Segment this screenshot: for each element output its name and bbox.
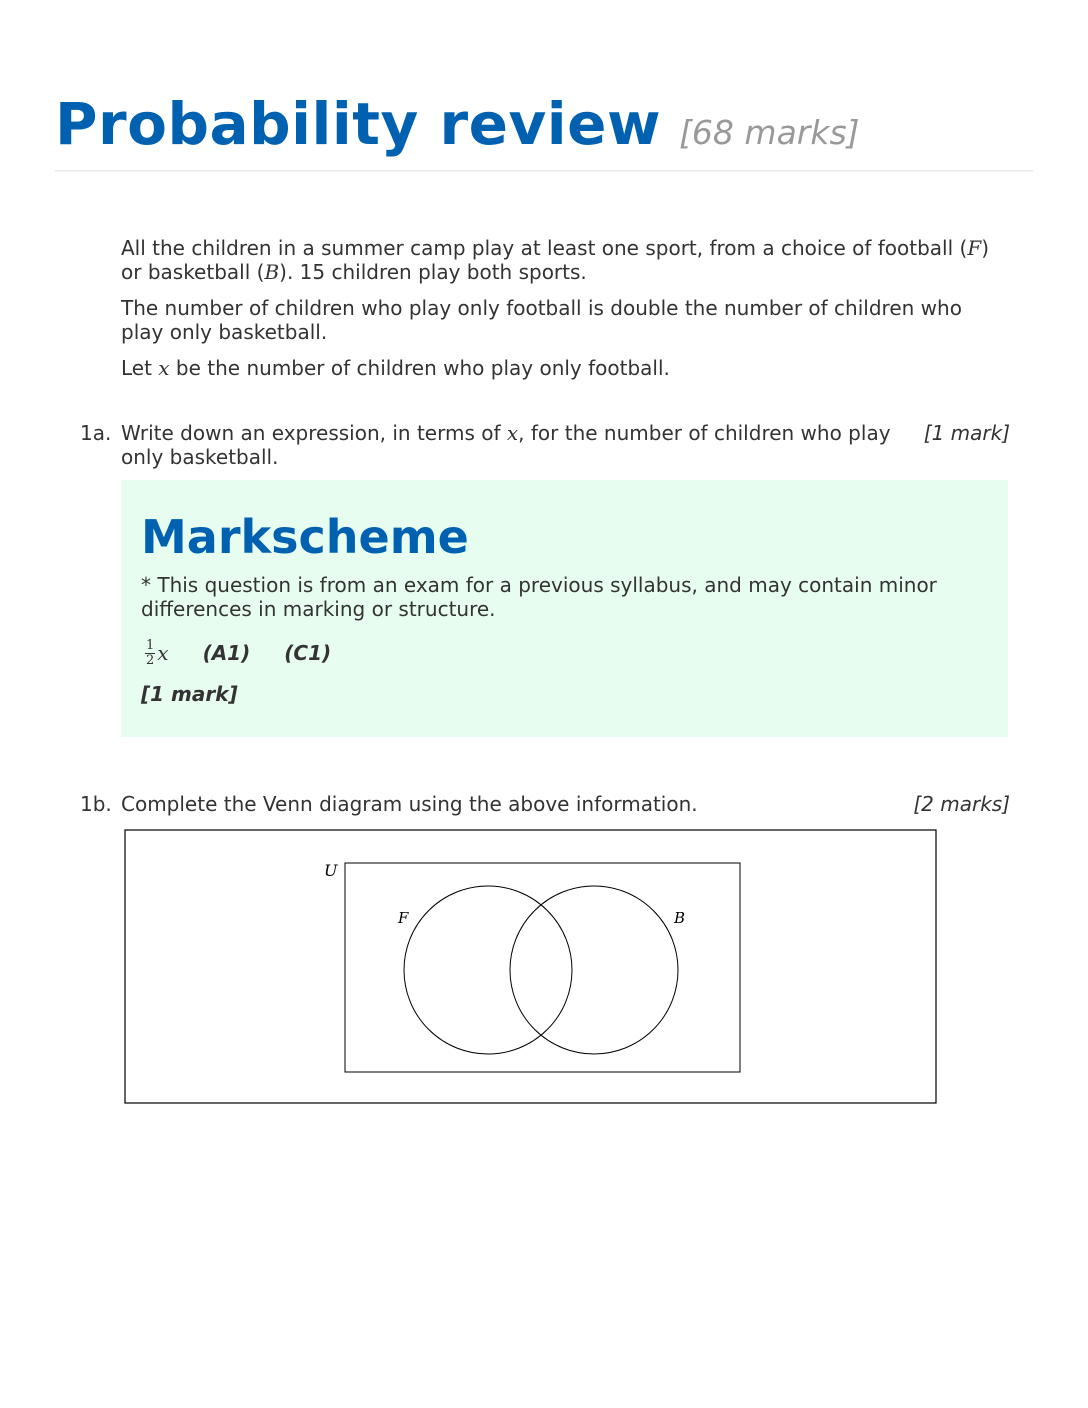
fraction-denominator: 2 bbox=[146, 652, 155, 668]
intro-text: be the number of children who play only football. bbox=[169, 356, 670, 380]
math-variable-x: x bbox=[157, 641, 169, 665]
question-number-1a: 1a. bbox=[80, 421, 112, 445]
fraction bbox=[145, 639, 155, 668]
math-variable-x: x bbox=[506, 421, 519, 445]
page-title: Probability review bbox=[55, 90, 662, 158]
intro-text: ). 15 children play both sports. bbox=[279, 260, 587, 284]
venn-diagram bbox=[124, 829, 938, 1105]
header-divider bbox=[55, 170, 1033, 172]
intro-text: All the children in a summer camp play at least one sport, from a choice of football ( bbox=[121, 236, 968, 260]
header bbox=[55, 90, 1033, 158]
question-marks-1a: [1 mark] bbox=[923, 421, 1010, 445]
question-text-1a bbox=[121, 421, 901, 469]
set-b-label: B bbox=[674, 909, 686, 927]
question-text: Write down an expression, in terms of bbox=[121, 421, 507, 445]
math-variable-f: F bbox=[967, 236, 982, 260]
question-text: , for the number of children who play only basketball. bbox=[121, 421, 891, 469]
intro-paragraph-1 bbox=[121, 236, 1001, 284]
intro-text: ) or basketball ( bbox=[121, 236, 990, 284]
universal-set-label: U bbox=[324, 861, 338, 880]
markscheme-title: Markscheme bbox=[141, 510, 469, 564]
markscheme-note: * This question is from an exam for a previous syllabus, and may contain minor differences in marking or structure. bbox=[141, 573, 937, 621]
intro-paragraph-2: The number of children who play only football is double the number of children who play only basketball. bbox=[121, 296, 962, 344]
set-f-label: F bbox=[398, 909, 409, 927]
intro-text: Let bbox=[121, 356, 159, 380]
intro-paragraph-3 bbox=[121, 356, 1001, 380]
mark-code-a1: (A1) bbox=[202, 641, 251, 665]
markscheme-total: [1 mark] bbox=[141, 682, 238, 706]
math-variable-x: x bbox=[158, 356, 170, 380]
diagram-frame bbox=[125, 830, 936, 1103]
question-number-1b: 1b. bbox=[80, 792, 112, 816]
fraction-numerator: 1 bbox=[146, 637, 155, 653]
markscheme-panel bbox=[121, 480, 1008, 737]
total-marks: [68 marks] bbox=[679, 113, 860, 152]
markscheme-answer bbox=[141, 633, 331, 673]
math-variable-b: B bbox=[264, 260, 280, 284]
question-marks-1b: [2 marks] bbox=[913, 792, 1010, 816]
mark-code-c1: (C1) bbox=[284, 641, 332, 665]
question-text-1b: Complete the Venn diagram using the above information. bbox=[121, 792, 698, 816]
